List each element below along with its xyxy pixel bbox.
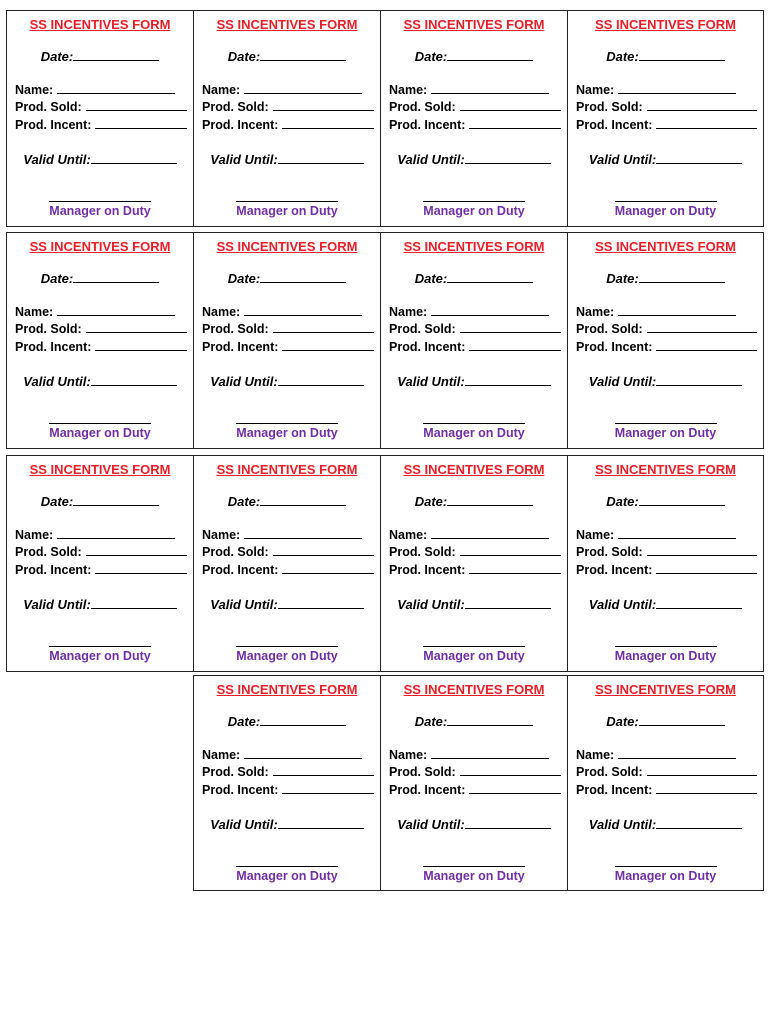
date-label: Date:	[40, 49, 74, 64]
name-label: Name:	[389, 83, 428, 97]
prod-incent-label: Prod. Incent:	[202, 783, 279, 797]
manager-on-duty-label: Manager on Duty	[49, 426, 151, 440]
name-label: Name:	[15, 528, 54, 542]
date-field	[381, 271, 567, 286]
manager-on-duty-label: Manager on Duty	[423, 649, 525, 663]
name-field	[576, 528, 757, 542]
prod-incent-label: Prod. Incent:	[576, 563, 653, 577]
manager-on-duty-label: Manager on Duty	[423, 204, 525, 218]
form-title: SS INCENTIVES FORM	[216, 462, 358, 477]
valid-until-blank	[465, 598, 551, 609]
name-blank	[57, 83, 175, 94]
incentive-card	[193, 232, 381, 449]
date-blank	[639, 50, 725, 61]
prod-incent-blank	[95, 563, 187, 574]
date-field	[194, 271, 380, 286]
prod-sold-blank	[460, 545, 561, 556]
manager-on-duty-label: Manager on Duty	[236, 649, 338, 663]
prod-sold-label: Prod. Sold:	[576, 765, 643, 779]
name-field	[15, 83, 187, 97]
prod-incent-field	[389, 340, 561, 354]
manager-on-duty-label: Manager on Duty	[423, 426, 525, 440]
valid-until-label: Valid Until:	[23, 152, 91, 167]
prod-sold-field	[389, 765, 561, 779]
prod-sold-blank	[460, 322, 561, 333]
prod-sold-blank	[460, 100, 561, 111]
name-label: Name:	[202, 305, 241, 319]
valid-until-blank	[278, 818, 364, 829]
date-label: Date:	[414, 271, 448, 286]
date-blank	[260, 50, 346, 61]
valid-until-blank	[465, 818, 551, 829]
prod-incent-blank	[469, 118, 561, 129]
valid-until-label: Valid Until:	[588, 817, 657, 832]
valid-until-blank	[278, 598, 364, 609]
name-blank	[431, 305, 549, 316]
valid-until-label: Valid Until:	[397, 597, 465, 612]
name-field	[576, 748, 757, 762]
prod-sold-blank	[86, 545, 187, 556]
prod-incent-field	[202, 340, 374, 354]
prod-incent-label: Prod. Incent:	[202, 563, 279, 577]
valid-until-label: Valid Until:	[210, 817, 278, 832]
name-blank	[618, 528, 736, 539]
signature-line	[423, 646, 525, 647]
name-blank	[57, 305, 175, 316]
signature-line	[423, 423, 525, 424]
valid-until-field	[568, 817, 763, 832]
name-field	[202, 305, 374, 319]
prod-incent-blank	[95, 118, 187, 129]
date-field	[381, 49, 567, 64]
prod-incent-field	[389, 118, 561, 132]
signature-line	[615, 201, 717, 202]
name-field	[202, 528, 374, 542]
valid-until-field	[568, 374, 763, 389]
form-title: SS INCENTIVES FORM	[29, 17, 171, 32]
valid-until-label: Valid Until:	[397, 152, 465, 167]
valid-until-blank	[91, 375, 177, 386]
name-blank	[244, 748, 362, 759]
date-blank	[639, 715, 725, 726]
signature-line	[49, 423, 151, 424]
signature-line	[236, 866, 338, 867]
date-label: Date:	[227, 271, 261, 286]
name-blank	[431, 748, 549, 759]
manager-on-duty-label: Manager on Duty	[236, 204, 338, 218]
valid-until-blank	[656, 153, 742, 164]
date-blank	[260, 495, 346, 506]
date-label: Date:	[414, 494, 448, 509]
date-label: Date:	[414, 714, 448, 729]
date-blank	[447, 272, 533, 283]
form-title: SS INCENTIVES FORM	[595, 462, 736, 477]
prod-incent-label: Prod. Incent:	[15, 118, 92, 132]
name-field	[389, 305, 561, 319]
prod-sold-label: Prod. Sold:	[15, 545, 82, 559]
manager-on-duty-label: Manager on Duty	[614, 649, 717, 663]
name-field	[389, 83, 561, 97]
prod-sold-field	[15, 545, 187, 559]
valid-until-blank	[278, 375, 364, 386]
valid-until-field	[194, 817, 380, 832]
prod-sold-label: Prod. Sold:	[389, 322, 456, 336]
prod-incent-blank	[656, 783, 757, 794]
name-blank	[57, 528, 175, 539]
signature-line	[49, 201, 151, 202]
form-title: SS INCENTIVES FORM	[29, 462, 171, 477]
prod-incent-field	[15, 563, 187, 577]
date-field	[568, 49, 763, 64]
signature-line	[423, 201, 525, 202]
form-title: SS INCENTIVES FORM	[216, 239, 358, 254]
date-blank	[447, 495, 533, 506]
valid-until-field	[7, 152, 193, 167]
name-field	[202, 748, 374, 762]
valid-until-field	[7, 597, 193, 612]
prod-sold-field	[15, 100, 187, 114]
date-field	[194, 49, 380, 64]
incentive-card	[6, 232, 194, 449]
prod-incent-field	[576, 563, 757, 577]
valid-until-field	[568, 152, 763, 167]
prod-sold-field	[202, 765, 374, 779]
date-label: Date:	[606, 714, 639, 729]
valid-until-label: Valid Until:	[588, 374, 657, 389]
name-blank	[244, 83, 362, 94]
valid-until-field	[568, 597, 763, 612]
prod-incent-label: Prod. Incent:	[15, 563, 92, 577]
date-field	[568, 271, 763, 286]
valid-until-field	[381, 817, 567, 832]
prod-incent-field	[576, 783, 757, 797]
prod-sold-blank	[460, 765, 561, 776]
prod-incent-label: Prod. Incent:	[202, 118, 279, 132]
prod-sold-field	[389, 322, 561, 336]
name-field	[576, 305, 757, 319]
prod-incent-field	[389, 563, 561, 577]
name-label: Name:	[202, 528, 241, 542]
date-blank	[639, 495, 725, 506]
prod-incent-blank	[282, 563, 374, 574]
prod-incent-blank	[469, 340, 561, 351]
date-field	[381, 714, 567, 729]
incentive-card	[193, 675, 381, 891]
prod-sold-blank	[273, 545, 374, 556]
prod-incent-field	[576, 340, 757, 354]
valid-until-field	[194, 374, 380, 389]
prod-sold-blank	[273, 322, 374, 333]
prod-sold-blank	[647, 545, 757, 556]
name-label: Name:	[15, 83, 54, 97]
valid-until-blank	[656, 598, 742, 609]
name-label: Name:	[15, 305, 54, 319]
incentive-card	[6, 10, 194, 227]
prod-sold-label: Prod. Sold:	[15, 100, 82, 114]
name-blank	[244, 305, 362, 316]
prod-incent-field	[389, 783, 561, 797]
prod-sold-label: Prod. Sold:	[202, 765, 269, 779]
form-title: SS INCENTIVES FORM	[216, 682, 358, 697]
form-title: SS INCENTIVES FORM	[29, 239, 171, 254]
prod-incent-field	[576, 118, 757, 132]
date-field	[194, 494, 380, 509]
name-label: Name:	[202, 83, 241, 97]
form-title: SS INCENTIVES FORM	[403, 462, 545, 477]
prod-sold-field	[202, 545, 374, 559]
prod-sold-blank	[86, 100, 187, 111]
date-field	[7, 49, 193, 64]
prod-incent-label: Prod. Incent:	[576, 340, 653, 354]
date-field	[7, 494, 193, 509]
date-label: Date:	[227, 714, 261, 729]
prod-incent-label: Prod. Incent:	[576, 118, 653, 132]
manager-on-duty-label: Manager on Duty	[49, 204, 151, 218]
incentive-card	[6, 455, 194, 672]
incentive-card	[567, 10, 764, 227]
name-blank	[618, 748, 736, 759]
date-label: Date:	[606, 271, 639, 286]
name-label: Name:	[202, 748, 241, 762]
name-label: Name:	[389, 528, 428, 542]
date-blank	[447, 715, 533, 726]
incentive-card	[380, 675, 568, 891]
valid-until-label: Valid Until:	[23, 597, 91, 612]
incentive-card	[193, 10, 381, 227]
date-blank	[639, 272, 725, 283]
prod-incent-blank	[656, 563, 757, 574]
manager-on-duty-label: Manager on Duty	[614, 426, 717, 440]
prod-sold-field	[576, 545, 757, 559]
date-field	[568, 494, 763, 509]
prod-incent-label: Prod. Incent:	[576, 783, 653, 797]
name-blank	[618, 305, 736, 316]
valid-until-field	[381, 597, 567, 612]
name-label: Name:	[576, 528, 615, 542]
valid-until-blank	[91, 598, 177, 609]
form-title: SS INCENTIVES FORM	[403, 17, 545, 32]
prod-sold-label: Prod. Sold:	[389, 545, 456, 559]
name-label: Name:	[389, 305, 428, 319]
signature-line	[423, 866, 525, 867]
date-field	[194, 714, 380, 729]
valid-until-field	[381, 374, 567, 389]
prod-incent-blank	[282, 118, 374, 129]
form-title: SS INCENTIVES FORM	[403, 682, 545, 697]
date-label: Date:	[40, 494, 74, 509]
prod-sold-field	[576, 765, 757, 779]
prod-sold-field	[202, 100, 374, 114]
prod-sold-field	[576, 322, 757, 336]
prod-incent-blank	[95, 340, 187, 351]
date-blank	[260, 715, 346, 726]
valid-until-label: Valid Until:	[588, 152, 657, 167]
name-field	[389, 748, 561, 762]
date-label: Date:	[40, 271, 74, 286]
prod-sold-field	[15, 322, 187, 336]
prod-sold-blank	[647, 322, 757, 333]
manager-on-duty-label: Manager on Duty	[236, 426, 338, 440]
prod-sold-label: Prod. Sold:	[576, 322, 643, 336]
incentive-card	[193, 455, 381, 672]
signature-line	[615, 423, 717, 424]
prod-incent-label: Prod. Incent:	[389, 783, 466, 797]
valid-until-label: Valid Until:	[397, 817, 465, 832]
prod-incent-field	[15, 118, 187, 132]
date-blank	[73, 495, 159, 506]
prod-sold-label: Prod. Sold:	[576, 545, 643, 559]
name-blank	[431, 83, 549, 94]
date-label: Date:	[227, 49, 261, 64]
name-blank	[431, 528, 549, 539]
prod-incent-field	[202, 118, 374, 132]
name-field	[15, 528, 187, 542]
incentive-card	[567, 232, 764, 449]
form-title: SS INCENTIVES FORM	[595, 682, 736, 697]
manager-on-duty-label: Manager on Duty	[614, 869, 717, 883]
prod-incent-label: Prod. Incent:	[389, 340, 466, 354]
prod-incent-field	[202, 563, 374, 577]
valid-until-blank	[465, 375, 551, 386]
prod-incent-field	[202, 783, 374, 797]
incentive-card	[380, 232, 568, 449]
signature-line	[236, 646, 338, 647]
prod-sold-label: Prod. Sold:	[389, 765, 456, 779]
prod-sold-field	[389, 545, 561, 559]
prod-incent-label: Prod. Incent:	[202, 340, 279, 354]
manager-on-duty-label: Manager on Duty	[614, 204, 717, 218]
valid-until-label: Valid Until:	[210, 597, 278, 612]
signature-line	[615, 866, 717, 867]
incentive-card	[380, 10, 568, 227]
prod-incent-label: Prod. Incent:	[389, 563, 466, 577]
date-field	[7, 271, 193, 286]
valid-until-label: Valid Until:	[210, 152, 278, 167]
prod-incent-blank	[656, 340, 757, 351]
date-label: Date:	[606, 49, 639, 64]
valid-until-label: Valid Until:	[210, 374, 278, 389]
date-label: Date:	[414, 49, 448, 64]
name-label: Name:	[576, 83, 615, 97]
incentive-card	[380, 455, 568, 672]
prod-sold-blank	[86, 322, 187, 333]
date-blank	[73, 272, 159, 283]
form-title: SS INCENTIVES FORM	[595, 17, 736, 32]
prod-sold-blank	[273, 100, 374, 111]
valid-until-field	[194, 152, 380, 167]
name-label: Name:	[389, 748, 428, 762]
date-field	[568, 714, 763, 729]
name-label: Name:	[576, 748, 615, 762]
form-title: SS INCENTIVES FORM	[216, 17, 358, 32]
date-blank	[73, 50, 159, 61]
date-blank	[447, 50, 533, 61]
manager-on-duty-label: Manager on Duty	[423, 869, 525, 883]
prod-sold-blank	[647, 100, 757, 111]
name-label: Name:	[576, 305, 615, 319]
manager-on-duty-label: Manager on Duty	[49, 649, 151, 663]
prod-sold-label: Prod. Sold:	[15, 322, 82, 336]
incentive-card	[567, 675, 764, 891]
name-field	[202, 83, 374, 97]
name-field	[389, 528, 561, 542]
prod-sold-field	[202, 322, 374, 336]
prod-incent-field	[15, 340, 187, 354]
date-label: Date:	[227, 494, 261, 509]
valid-until-blank	[656, 375, 742, 386]
prod-sold-label: Prod. Sold:	[389, 100, 456, 114]
signature-line	[49, 646, 151, 647]
prod-incent-blank	[469, 563, 561, 574]
signature-line	[236, 423, 338, 424]
valid-until-blank	[278, 153, 364, 164]
valid-until-blank	[91, 153, 177, 164]
form-title: SS INCENTIVES FORM	[595, 239, 736, 254]
signature-line	[236, 201, 338, 202]
date-field	[381, 494, 567, 509]
date-label: Date:	[606, 494, 639, 509]
prod-sold-field	[576, 100, 757, 114]
prod-incent-blank	[282, 340, 374, 351]
valid-until-label: Valid Until:	[397, 374, 465, 389]
valid-until-blank	[465, 153, 551, 164]
prod-incent-blank	[469, 783, 561, 794]
valid-until-field	[7, 374, 193, 389]
date-blank	[260, 272, 346, 283]
prod-sold-blank	[273, 765, 374, 776]
signature-line	[615, 646, 717, 647]
prod-sold-blank	[647, 765, 757, 776]
prod-sold-label: Prod. Sold:	[202, 322, 269, 336]
name-blank	[244, 528, 362, 539]
name-blank	[618, 83, 736, 94]
name-field	[576, 83, 757, 97]
manager-on-duty-label: Manager on Duty	[236, 869, 338, 883]
incentive-card	[567, 455, 764, 672]
prod-sold-label: Prod. Sold:	[202, 545, 269, 559]
prod-sold-label: Prod. Sold:	[202, 100, 269, 114]
valid-until-label: Valid Until:	[23, 374, 91, 389]
prod-sold-label: Prod. Sold:	[576, 100, 643, 114]
form-title: SS INCENTIVES FORM	[403, 239, 545, 254]
valid-until-field	[194, 597, 380, 612]
prod-incent-blank	[282, 783, 374, 794]
prod-incent-label: Prod. Incent:	[15, 340, 92, 354]
valid-until-blank	[656, 818, 742, 829]
valid-until-label: Valid Until:	[588, 597, 657, 612]
prod-incent-label: Prod. Incent:	[389, 118, 466, 132]
prod-incent-blank	[656, 118, 757, 129]
valid-until-field	[381, 152, 567, 167]
name-field	[15, 305, 187, 319]
prod-sold-field	[389, 100, 561, 114]
